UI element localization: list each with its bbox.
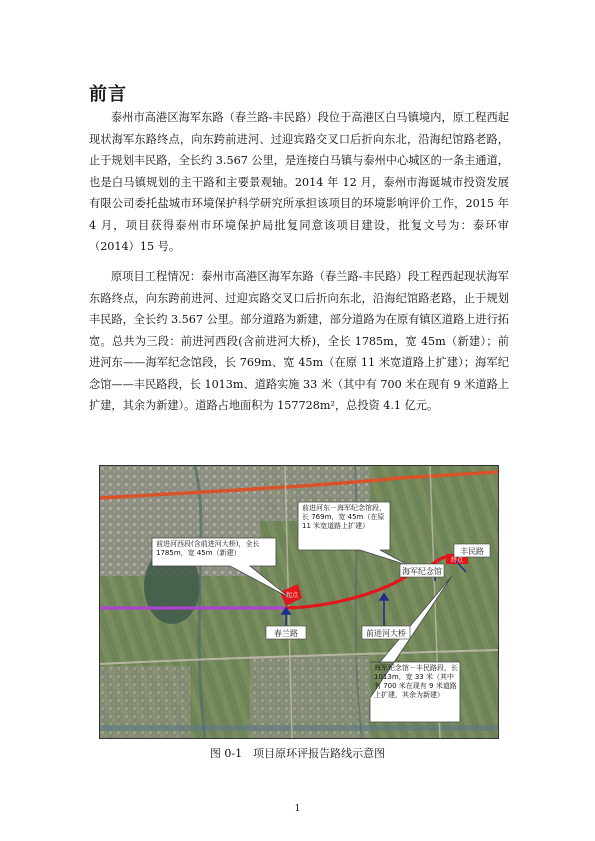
- callout-memorial-section: 海军纪念馆－丰民路段，长 1013m，宽 33 米（其中有 700 米在现有 9 米道路上扩建，其余为新建）: [374, 664, 458, 699]
- section-heading: 前言: [89, 84, 127, 105]
- satellite-map: [100, 466, 498, 738]
- label-fengmin-road: 丰民路: [460, 547, 484, 556]
- callout-east-section: 前进河东－海军纪念馆段，长 769m，宽 45m（在原 11 米宽道路上扩建）: [302, 504, 386, 530]
- label-start: 起点: [285, 592, 299, 599]
- label-qianjin-bridge: 前进河大桥: [366, 629, 406, 638]
- label-navy-memorial: 海军纪念馆: [402, 567, 442, 576]
- paragraph-1: 泰州市高港区海军东路（春兰路-丰民路）段位于高港区白马镇境内，原工程西起现状海军东路终点，向东跨前进河、过迎宾路交叉口后折向东北，沿海纪馆路老路，止于规划丰民路，全长约 3.567 公里，是连接白马镇与泰州中心城区的一条主通道，也是白马镇规划的主干路和主要景观轴。2014 年 12 月，泰州市海诞城市投资发展有限公司委托盐城市环境保护科学研究所承担该项目的环境影响评价工作，2015 年 4 月，项目获得泰州市环境保护局批复同意该项目建设，批复文号为：泰环审（2014）15 号。: [89, 111, 509, 253]
- route-map-figure: [99, 465, 499, 739]
- callout-west-section: 前进河西段(含前进河大桥)，全长 1785m，宽 45m（新建）: [156, 540, 260, 557]
- label-chunlan-road: 春兰路: [274, 629, 298, 638]
- page-number: 1: [294, 804, 301, 814]
- paragraph-2: 原项目工程情况：泰州市高港区海军东路（春兰路-丰民路）段工程西起现状海军东路终点，向东跨前进河、过迎宾路交叉口后折向东北，沿海纪馆路老路，止于规划丰民路，全长约 3.567 公里。部分道路为新建，部分道路为在原有镇区道路上进行拓宽。总共为三段：前进河西段(含前进河大桥)，全长 1785m，宽 45m（新建）；前进河东——海军纪念馆段，长 769m、宽 45m（在原 11 米宽道路上扩建）；海军纪念馆——丰民路段，长 1013m、道路实施 33 米（其中有 700 米在现有 9 米道路上扩建，其余为新建）。道路占地面积为 157728m²，总投资 4.1 亿元。: [89, 270, 509, 412]
- label-end: 终点: [450, 557, 464, 564]
- figure-caption: 图 0-1 项目原环评报告路线示意图: [209, 747, 386, 760]
